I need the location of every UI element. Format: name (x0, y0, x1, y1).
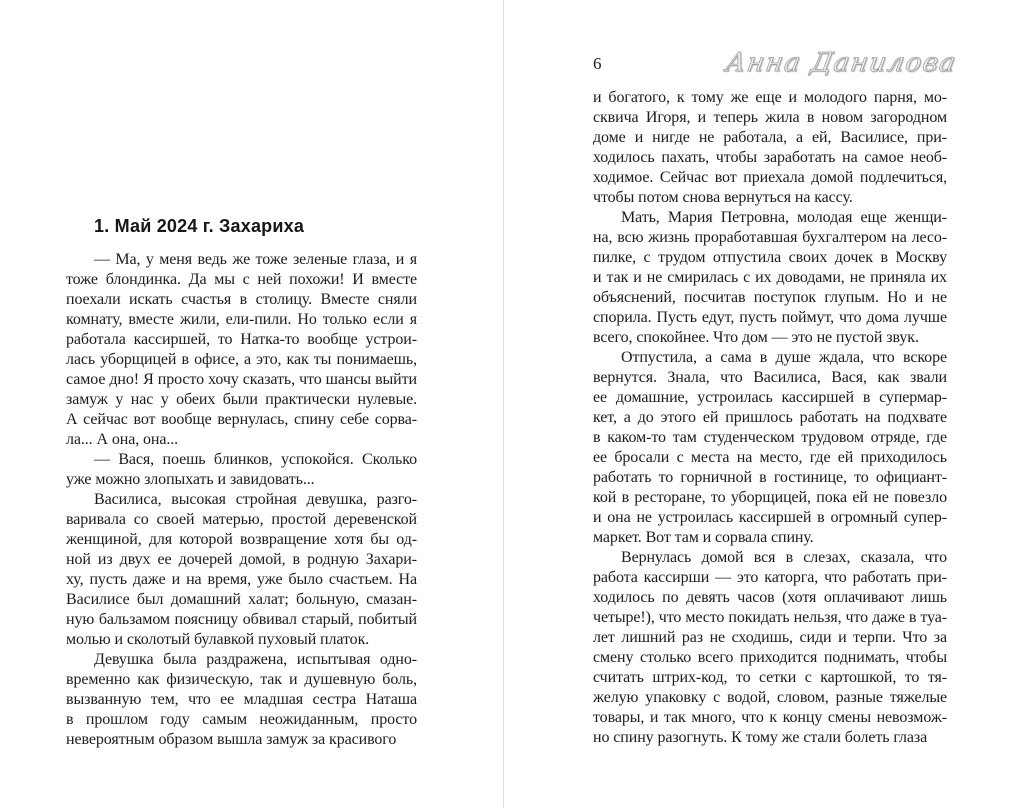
text-line: работать то горничной в гостинице, то официант- (593, 469, 947, 486)
left-page-body (66, 250, 417, 750)
text-line: Девушка была раздражена, испытывая одно- (94, 651, 417, 668)
paragraph (593, 88, 947, 208)
text-line: А сейчас вот вообще вернулась, спину себе сорва- (66, 411, 417, 428)
text-line: — Вася, поешь блинков, успокойся. Сколько (94, 451, 417, 468)
text-line: временно как физическую, так и душевную боль, (66, 671, 417, 688)
text-line: чтобы потом снова вернуться на кассу. (593, 189, 853, 206)
text-line: женщиной, для которой возвращение хотя бы од- (66, 531, 417, 548)
text-line: и она не устроилась кассиршей в огромный супер- (593, 509, 947, 526)
text-line: кой в ресторане, то уборщицей, пока ей не повезло (593, 489, 947, 506)
text-line: тоже блондинка. Да мы с ней похожи! И вместе (66, 271, 417, 288)
text-line: доме и нигде не работала, а ей, Василисе, при- (593, 129, 947, 146)
text-line: ходилось пахать, чтобы заработать на самое необ- (593, 149, 947, 166)
text-line: самое дно! Я просто хочу сказать, что шансы выйти (66, 371, 417, 388)
text-line: желую упаковку с водой, словом, разные тяжелые (593, 689, 947, 706)
text-line: ную бальзамом поясницу обвивал старый, побитый (66, 611, 417, 628)
text-line: вернутся. Знала, что Василиса, Вася, как звали (593, 369, 947, 386)
paragraph (66, 490, 417, 650)
text-line: в каком-то там студенческом трудовом отряде, где (593, 429, 947, 446)
text-line: молью и сколотый булавкой пуховый платок. (66, 631, 370, 648)
right-page-header (593, 48, 960, 88)
text-line: работа кассирши — это каторга, что работать при- (593, 569, 947, 586)
text-line: работала кассиршей, то Натка-то вообще устрои- (66, 331, 417, 348)
text-line: спорила. Пусть едут, пусть поймут, что дома лучше (593, 309, 947, 326)
text-line: поехали искать счастья в столицу. Вместе сняли (66, 291, 417, 308)
text-line: ху, пусть даже и на время, уже было счастьем. На (66, 571, 417, 588)
text-line: ходимое. Сейчас вот приехала домой подлечиться, (593, 169, 947, 186)
text-line: пилке, с трудом отпустила своих дочек в Москву (593, 249, 947, 266)
text-line: считать штрих-код, то сетки с картошкой, то тя- (593, 669, 947, 686)
right-page (593, 88, 947, 748)
text-line: объяснений, посчитав поступок глупым. Но и не (593, 289, 947, 306)
paragraph (593, 348, 947, 548)
text-line: невероятным образом вышла замуж за красивого (66, 731, 397, 748)
text-line: замуж у нас у обеих были практически нулевые. (66, 391, 417, 408)
chapter-heading: 1. Май 2024 г. Захариха (94, 216, 305, 236)
text-line: Мать, Мария Петровна, молодая еще женщи- (621, 209, 947, 226)
text-line: на, всю жизнь проработавшая бухгалтером на лесо- (593, 229, 947, 246)
text-line: кет, а до этого ей пришлось работать на подхвате (593, 409, 947, 426)
text-line: ее домашние, устроилась кассиршей в супермар- (593, 389, 947, 406)
text-line: Василиса, высокая стройная девушка, разго- (94, 491, 417, 508)
text-line: и богатого, к тому же еще и молодого парня, мо- (593, 89, 947, 106)
text-line: всего, спокойнее. Что дом — это не пустой звук. (593, 329, 919, 346)
paragraph (66, 450, 417, 490)
paragraph (593, 208, 947, 348)
text-line: ла... А она, она... (66, 431, 179, 448)
text-line: но спину разогнуть. К тому же стали болеть глаза (593, 729, 928, 746)
text-line: в прошлом году самым неожиданным, просто (66, 711, 417, 728)
text-line: ной из двух ее дочерей домой, в родную Захари- (66, 551, 417, 568)
text-line: товары, и так много, что к концу смены невозмож- (593, 709, 947, 726)
text-line: и так и не смирилась с их доводами, не приняла их (593, 269, 947, 286)
left-page (66, 216, 417, 750)
paragraph (593, 548, 947, 748)
text-line: смену столько всего приходится поднимать, чтобы (593, 649, 947, 666)
text-line: варивала со своей матерью, простой деревенской (66, 511, 417, 528)
text-line: лет лишний раз не сходишь, сиди и терпи. Что за (593, 629, 947, 646)
text-line: лась уборщицей в офисе, а это, как ты понимаешь, (66, 351, 417, 368)
text-line: уже можно злопыхать и завидовать... (66, 471, 315, 488)
text-line: Отпустила, а сама в душе ждала, что вскоре (621, 349, 947, 366)
running-head-author: Анна Данилова (723, 48, 960, 78)
paragraph (66, 650, 417, 750)
text-line: комнату, вместе жили, ели-пили. Но только если я (66, 311, 417, 328)
text-line: Василисе был домашний халат; больную, смазан- (66, 591, 417, 608)
text-line: Вернулась домой вся в слезах, сказала, что (621, 549, 947, 566)
text-line: вызванную тем, что ее младшая сестра Наташа (66, 691, 417, 708)
text-line: — Ма, у меня ведь же тоже зеленые глаза, и я (94, 251, 417, 268)
text-line: ходилось по девять часов (хотя оплачивают лишь (593, 589, 947, 606)
page-number: 6 (593, 54, 602, 73)
text-line: маркет. Вот там и сорвала спину. (593, 529, 814, 546)
page-gutter-divider (503, 0, 504, 808)
text-line: четыре!), что место покидать нельзя, что даже в туа- (593, 609, 947, 626)
right-page-body (593, 88, 947, 748)
paragraph (66, 250, 417, 450)
text-line: сквича Игоря, и теперь жила в новом загородном (593, 109, 947, 126)
text-line: ее бросали с места на место, где ей приходилось (593, 449, 947, 466)
